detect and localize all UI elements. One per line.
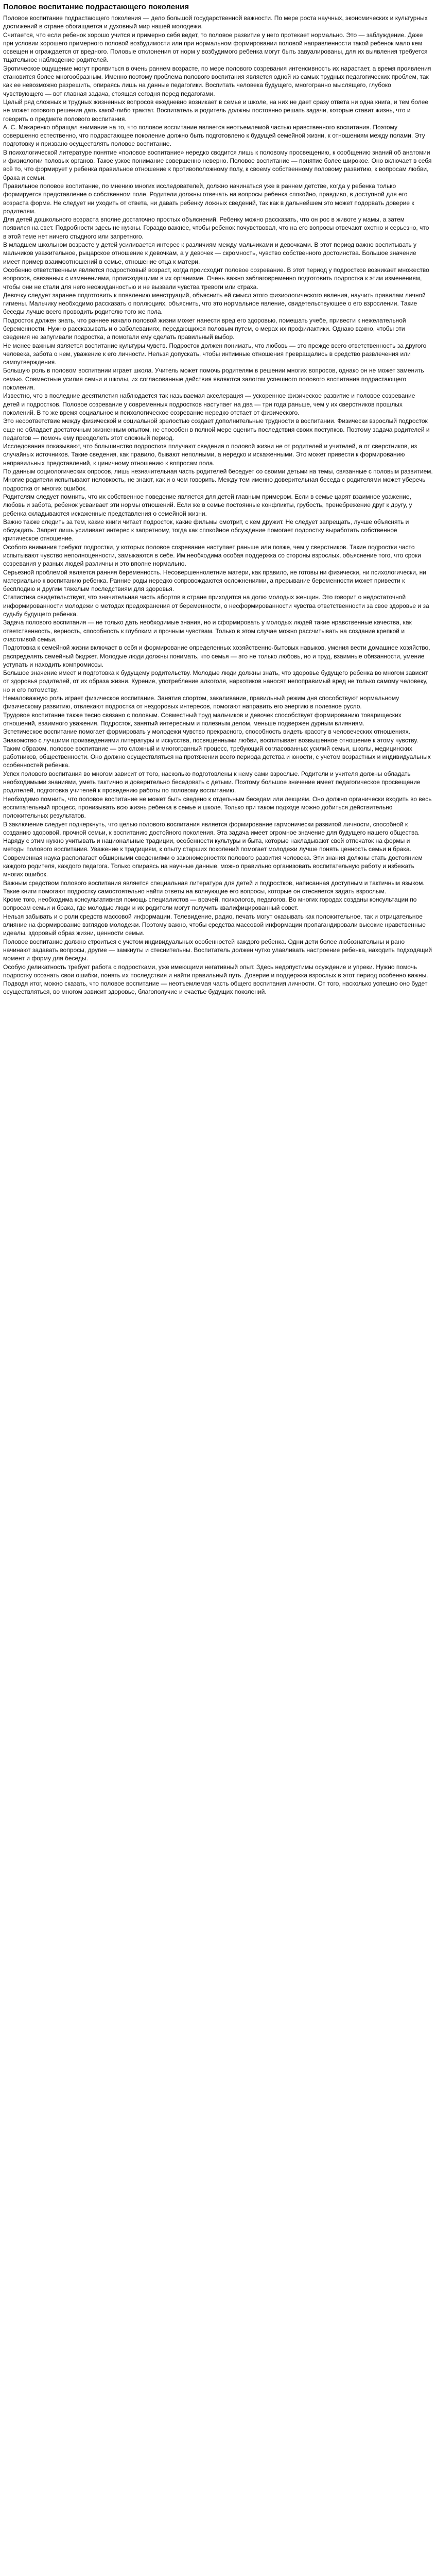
- article-paragraph: Девочку следует заранее подготовить к появлению менструаций, объяснить ей смысл этого физиологического явления, научить правилам личной гигиены. Мальчику необходимо рассказать о поллюциях, объяснить, что это нормальное явление, свидетельствующее о его взрослении. Такие беседы лучше всего проводить родителю того же пола.: [3, 291, 426, 316]
- article-paragraph: Современная наука располагает обширными сведениями о закономерностях полового развития человека. Эти знания должны стать достоянием каждого родителя, каждого педагога. Только опираясь на научные данные, можно правильно организовать воспитательную работу и избежать многих ошибок.: [3, 854, 423, 878]
- article-paragraph: В психологической литературе понятие «половое воспитание» нередко сводится лишь к половому просвещению, к сообщению знаний об анатомии и физиологии половых органов. Такое узкое понимание совершенно неверно. Половое воспитание — понятие более широкое. Оно включает в себя всё то, что формирует у ребенка правильное отношение к противоположному полу, к своему собственному половому развитию, к вопросам любви, брака и семьи.: [3, 148, 432, 181]
- article-paragraph: Подросток должен знать, что раннее начало половой жизни может нанести вред его здоровью, помешать учебе, привести к нежелательной беременности. Нужно рассказывать и о заболеваниях, передающихся половым путем, о мерах их профилактики. Однако важно, чтобы эти сведения не запугивали подростка, а помогали ему сделать правильный выбор.: [3, 316, 406, 341]
- article-paragraph: Особую деликатность требует работа с подростками, уже имеющими негативный опыт. Здесь недопустимы осуждение и упреки. Нужно помочь подростку осознать свои ошибки, понять их последствия и найти правильный путь. Доверие и поддержка взрослых в этот период особенно важны.: [3, 963, 428, 979]
- article-paragraph: Нельзя забывать и о роли средств массовой информации. Телевидение, радио, печать могут оказывать как положительное, так и отрицательное влияние на формирование взглядов молодежи. Поэтому важно, чтобы средства массовой информации пропагандировали высокие нравственные идеалы, здоровый образ жизни, ценности семьи.: [3, 912, 426, 937]
- article-page: [0, 0, 436, 996]
- article-paragraph: А. С. Макаренко обращал внимание на то, что половое воспитание является неотъемлемой частью нравственного воспитания. Поэтому совершенно естественно, что подрастающее поколение должно быть подготовлено к будущей семейной жизни, к отношениям между полами. Эту подготовку и призвано осуществлять половое воспитание.: [3, 123, 425, 148]
- article-paragraph: Особенно ответственным является подростковый возраст, когда происходит половое созревание. В этот период у подростков возникает множество вопросов, связанных с изменениями, происходящими в их организме. Очень важно заблаговременно подготовить подростка к этим изменениям, чтобы они не стали для него неожиданностью и не вызвали чувства тревоги или страха.: [3, 266, 429, 291]
- article-paragraph: Наряду с этим нужно учитывать и национальные традиции, особенности культуры и быта, которые накладывают свой отпечаток на формы и методы полового воспитания. Уважение к традициям, к опыту старших поколений помогает молодежи лучше понять ценность семьи и брака.: [3, 837, 411, 853]
- article-paragraph: Таким образом, половое воспитание — это сложный и многогранный процесс, требующий согласованных усилий семьи, школы, медицинских работников, общественности. Оно должно осуществляться на протяжении всего периода детства и юности, с учетом возрастных и индивидуальных особенностей ребенка.: [3, 744, 431, 769]
- article-paragraph: Эстетическое воспитание помогает формировать у молодежи чувство прекрасного, способность видеть красоту в человеческих отношениях. Знакомство с лучшими произведениями литературы и искусства, посвященными любви, воспитывает возвышенное отношение к этому чувству.: [3, 728, 418, 744]
- article-paragraph: Эротическое ощущение могут проявиться в очень раннем возрасте, по мере полового созревания интенсивность их нарастает, а время проявления становится более многообразным. Именно поэтому проблема полового воспитания является одной из самых трудных педагогических проблем, так как ее невозможно разрешить, опираясь лишь на данные педагогики. Воспитать человека будущего, многогранно мыслящего, глубоко чувствующего — вот главная задача, стоящая сегодня перед педагогами.: [3, 64, 431, 97]
- article-paragraph: Правильное половое воспитание, по мнению многих исследователей, должно начинаться уже в раннем детстве, когда у ребенка только формируется представление о собственном поле. Родители должны отвечать на вопросы ребенка спокойно, правдиво, в доступной для его возраста форме. Не следует ни уходить от ответа, ни давать ребенку ложных сведений, так как в дальнейшем это может подорвать доверие к родителям.: [3, 182, 414, 215]
- article-paragraph: Не менее важным является воспитание культуры чувств. Подросток должен понимать, что любовь — это прежде всего ответственность за другого человека, забота о нем, уважение к его личности. Нельзя допускать, чтобы интимные отношения превращались в средство развлечения или самоутверждения.: [3, 342, 427, 366]
- article-paragraph: Необходимо помнить, что половое воспитание не может быть сведено к отдельным беседам или лекциям. Оно должно органически входить во весь воспитательный процесс, пронизывать всю жизнь ребенка в семье и школе. Только при таком подходе можно добиться действительно положительных результатов.: [3, 795, 432, 820]
- article-paragraph: Подготовка к семейной жизни включает в себя и формирование определенных хозяйственно-бытовых навыков, умения вести домашнее хозяйство, распределять семейный бюджет. Молодые люди должны понимать, что семья — это не только любовь, но и труд, взаимные обязанности, умение уступать и находить компромиссы.: [3, 644, 430, 668]
- article-paragraph: В заключение следует подчеркнуть, что целью полового воспитания является формирование гармонически развитой личности, способной к созданию здоровой, прочной семьи, к воспитанию достойного поколения. Эта задача имеет огромное значение для будущего нашего общества.: [3, 820, 420, 836]
- article-paragraph: Важно также следить за тем, какие книги читает подросток, какие фильмы смотрит, с кем дружит. Не следует запрещать, лучше объяснять и обсуждать. Запрет лишь усиливает интерес к запретному, тогда как спокойное обсуждение помогает подростку выработать собственное критическое отношение.: [3, 518, 409, 543]
- article-paragraph: Исследования показывают, что большинство подростков получают сведения о половой жизни не от родителей и учителей, а от сверстников, из случайных источников. Такие сведения, как правило, бывают неполными, а нередко и искаженными. Это может привести к формированию неправильных представлений, к циничному отношению к вопросам пола.: [3, 443, 417, 467]
- article-paragraph: Трудовое воспитание также тесно связано с половым. Совместный труд мальчиков и девочек способствует формированию товарищеских отношений, взаимного уважения. Подросток, занятый интересным и полезным делом, меньше подвержен дурным влияниям.: [3, 711, 402, 727]
- article-paragraph: Немаловажную роль играет физическое воспитание. Занятия спортом, закаливание, правильный режим дня способствуют нормальному физическому развитию, отвлекают подростка от нездоровых интересов, помогают направить его энергию в полезное русло.: [3, 694, 399, 710]
- article-paragraph: Большую роль в половом воспитании играет школа. Учитель может помочь родителям в решении многих вопросов, однако он не может заменить семью. Совместные усилия семьи и школы, их согласованные действия являются залогом успешного полового воспитания подрастающего поколения.: [3, 367, 424, 392]
- article-paragraph: Половое воспитание подрастающего поколения — дело большой государственной важности. По мере роста научных, экономических и культурных достижений в стране обогащается и духовный мир нашей молодежи.: [3, 14, 428, 30]
- article-paragraph: Половое воспитание должно строиться с учетом индивидуальных особенностей каждого ребенка. Одни дети более любознательны и рано начинают задавать вопросы, другие — замкнуты и стеснительны. Воспитатель должен чутко улавливать настроение ребенка, находить подходящий момент и форму для беседы.: [3, 938, 432, 962]
- article-paragraph: Серьезной проблемой является ранняя беременность. Несовершеннолетние матери, как правило, не готовы ни физически, ни психологически, ни материально к воспитанию ребенка. Ранние роды нередко сопровождаются осложнениями, а прерывание беременности может привести к бесплодию и другим тяжелым последствиям для здоровья.: [3, 568, 427, 593]
- article-paragraph: По данным социологических опросов, лишь незначительная часть родителей беседует со своими детьми на темы, связанные с половым развитием. Многие родители испытывают неловкость, не знают, как и о чем говорить. Между тем именно доверительная беседа с родителями может уберечь подростка от многих ошибок.: [3, 468, 433, 492]
- article-paragraph: Для детей дошкольного возраста вполне достаточно простых объяснений. Ребенку можно рассказать, что он рос в животе у мамы, а затем появился на свет. Подробности здесь не нужны. Гораздо важнее, чтобы ребенок почувствовал, что на его вопросы отвечают охотно и серьезно, что в этой теме нет ничего стыдного или запретного.: [3, 216, 429, 240]
- article-paragraph: Подводя итог, можно сказать, что половое воспитание — неотъемлемая часть общего воспитания личности. От того, насколько успешно оно будет осуществляться, во многом зависит здоровье, благополучие и счастье будущих поколений.: [3, 980, 428, 996]
- article-paragraph: Родителям следует помнить, что их собственное поведение является для детей главным примером. Если в семье царят взаимное уважение, любовь и забота, ребенок усваивает эти нормы отношений. Если же в семье постоянные конфликты, грубость, пренебрежение друг к другу, у ребенка складываются искаженные представления о семейной жизни.: [3, 493, 412, 517]
- article-paragraph: Задача полового воспитания — не только дать необходимые знания, но и сформировать у молодых людей такие нравственные качества, как ответственность, верность, способность к глубоким и прочным чувствам. Только в этом случае можно рассчитывать на создание крепкой и счастливой семьи.: [3, 619, 412, 643]
- article-body: [3, 14, 433, 996]
- article-paragraph: В младшем школьном возрасте у детей усиливается интерес к различиям между мальчиками и девочками. В этот период важно воспитывать у мальчиков уважительное, рыцарское отношение к девочкам, а у девочек — скромность, чувство собственного достоинства. Большое значение имеет пример взаимоотношений в семье, отношение отца к матери.: [3, 241, 417, 265]
- article-paragraph: Статистика свидетельствует, что значительная часть абортов в стране приходится на долю молодых женщин. Это говорит о недостаточной информированности молодежи о методах предохранения от беременности, о несформированности чувства ответственности за свое здоровье и за судьбу будущего ребенка.: [3, 594, 429, 618]
- article-paragraph: Считается, что если ребенок хорошо учится и примерно себя ведет, то половое развитие у него протекает нормально. Это — заблуждение. Даже при условии хорошего примерного половой возбудимости или при нормальном формировании половой направленности такой ребенок мало кем освещен и ограждается от вредного. Половые отклонения от норм у возбудимого ребенка могут быть завуалированы, для их выявления требуется тщательное наблюдение родителей.: [3, 31, 428, 64]
- article-paragraph: Это несоответствие между физической и социальной зрелостью создает дополнительные трудности в воспитании. Физически взрослый подросток еще не обладает достаточным жизненным опытом, не способен в полной мере оценить последствия своих поступков. Поэтому задача родителей и педагогов — помочь ему преодолеть этот сложный период.: [3, 417, 430, 442]
- article-paragraph: Важным средством полового воспитания является специальная литература для детей и подростков, написанная доступным и тактичным языком. Такие книги помогают подростку самостоятельно найти ответы на волнующие его вопросы, которые он стесняется задать взрослым.: [3, 879, 425, 895]
- article-paragraph: Успех полового воспитания во многом зависит от того, насколько подготовлены к нему сами взрослые. Родители и учителя должны обладать необходимыми знаниями, уметь тактично и доверительно беседовать с детьми. Поэтому большое значение имеет педагогическое просвещение родителей, подготовка учителей к проведению работы по половому воспитанию.: [3, 770, 421, 794]
- article-paragraph: Кроме того, необходима консультативная помощь специалистов — врачей, психологов, педагогов. Во многих городах созданы консультации по вопросам семьи и брака, где молодые люди и их родители могут получить квалифицированный совет.: [3, 896, 417, 912]
- article-paragraph: Большое значение имеет и подготовка к будущему родительству. Молодые люди должны знать, что здоровье будущего ребенка во многом зависит от здоровья родителей, от их образа жизни. Курение, употребление алкоголя, наркотиков наносят непоправимый вред не только самому человеку, но и его потомству.: [3, 669, 428, 693]
- article-paragraph: Целый ряд сложных и трудных жизненных вопросов ежедневно возникает в семье и школе, на них не дает сразу ответа ни одна книга, и тем более не может готового решения дать какой-либо трактат. Воспитатель и родитель должны постоянно решать задачи, которые ставит жизнь, что и говорить о предмете полового воспитания.: [3, 98, 429, 123]
- article-paragraph: Известно, что в последние десятилетия наблюдается так называемая акселерация — ускоренное физическое развитие и половое созревание детей и подростков. Половое созревание у современных подростков наступает на два — три года раньше, чем у их сверстников прошлых поколений. В то же время социальное и психологическое созревание нередко отстает от физического.: [3, 392, 415, 416]
- article-paragraph: Особого внимания требуют подростки, у которых половое созревание наступает раньше или позже, чем у сверстников. Такие подростки часто испытывают чувство неполноценности, замыкаются в себе. Им необходима особая поддержка со стороны взрослых, объяснение того, что сроки созревания у разных людей различны и это вполне нормально.: [3, 543, 421, 568]
- article-title: Половое воспитание подрастающего поколения: [3, 3, 189, 11]
